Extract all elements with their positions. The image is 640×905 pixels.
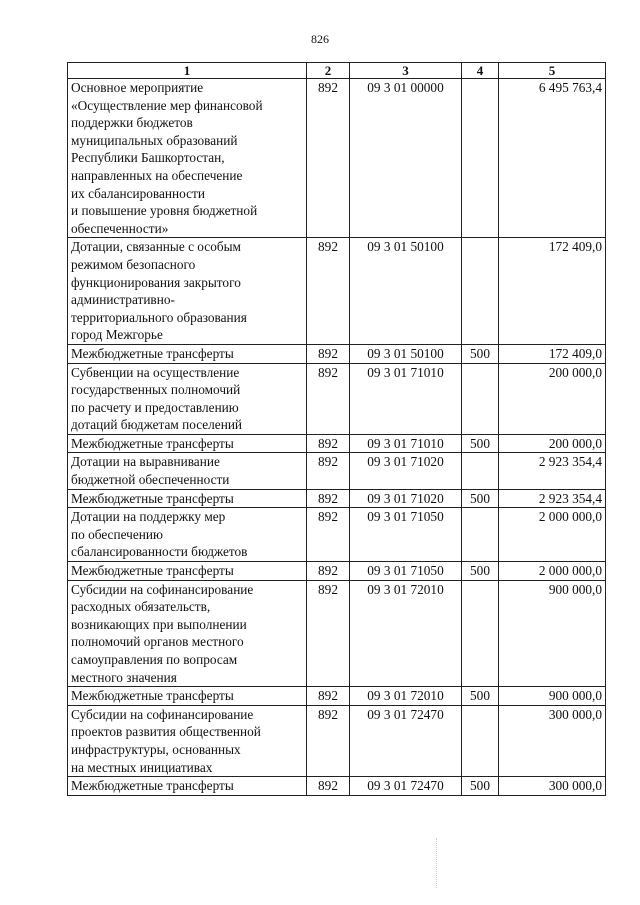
row-amount: 200 000,0 — [499, 434, 606, 453]
row-department-code: 892 — [307, 434, 350, 453]
row-name: Субсидии на софинансирование проектов развития общественной инфраструктуры, основанных на местных инициативах — [68, 705, 307, 776]
row-expense-type — [462, 580, 499, 687]
row-department-code: 892 — [307, 508, 350, 562]
row-department-code: 892 — [307, 562, 350, 581]
row-name: Дотации на поддержку мер по обеспечению сбалансированности бюджетов — [68, 508, 307, 562]
row-department-code: 892 — [307, 777, 350, 796]
table-row — [68, 453, 606, 489]
scan-artifact-dots — [436, 838, 439, 888]
row-department-code: 892 — [307, 580, 350, 687]
row-expense-type — [462, 238, 499, 345]
column-header-2: 2 — [307, 63, 350, 79]
row-amount: 2 000 000,0 — [499, 508, 606, 562]
row-name: Дотации, связанные с особым режимом безопасного функционирования закрытого административно- территориального образования город Межгорье — [68, 238, 307, 345]
row-target-article: 09 3 01 50100 — [350, 238, 462, 345]
table-row — [68, 508, 606, 562]
row-amount: 172 409,0 — [499, 238, 606, 345]
table-row — [68, 489, 606, 508]
row-department-code: 892 — [307, 453, 350, 489]
table-row — [68, 434, 606, 453]
row-name: Основное мероприятие «Осуществление мер финансовой поддержки бюджетов муниципальных образований Республики Башкортостан, направленных на обеспечение их сбалансированности и повышение уровня бюджетной обеспеченности» — [68, 79, 307, 238]
row-target-article: 09 3 01 71050 — [350, 508, 462, 562]
table-row — [68, 580, 606, 687]
row-target-article: 09 3 01 50100 — [350, 344, 462, 363]
row-department-code: 892 — [307, 687, 350, 706]
row-expense-type: 500 — [462, 562, 499, 581]
row-target-article: 09 3 01 72010 — [350, 580, 462, 687]
row-target-article: 09 3 01 71020 — [350, 453, 462, 489]
row-name: Межбюджетные трансферты — [68, 489, 307, 508]
row-target-article: 09 3 01 00000 — [350, 79, 462, 238]
table-row — [68, 705, 606, 776]
table-row — [68, 687, 606, 706]
row-department-code: 892 — [307, 363, 350, 434]
table-row — [68, 562, 606, 581]
row-expense-type — [462, 705, 499, 776]
row-department-code: 892 — [307, 705, 350, 776]
row-target-article: 09 3 01 71050 — [350, 562, 462, 581]
row-amount: 300 000,0 — [499, 777, 606, 796]
row-target-article: 09 3 01 71010 — [350, 363, 462, 434]
table-row — [68, 79, 606, 238]
row-expense-type — [462, 453, 499, 489]
row-amount: 900 000,0 — [499, 580, 606, 687]
row-expense-type — [462, 79, 499, 238]
column-header-1: 1 — [68, 63, 307, 79]
row-expense-type — [462, 508, 499, 562]
row-department-code: 892 — [307, 489, 350, 508]
row-name: Межбюджетные трансферты — [68, 434, 307, 453]
row-target-article: 09 3 01 71020 — [350, 489, 462, 508]
table-header-row — [68, 63, 606, 79]
row-amount: 300 000,0 — [499, 705, 606, 776]
row-name: Межбюджетные трансферты — [68, 562, 307, 581]
page-number: 826 — [311, 32, 329, 46]
row-expense-type: 500 — [462, 687, 499, 706]
row-expense-type: 500 — [462, 489, 499, 508]
row-amount: 6 495 763,4 — [499, 79, 606, 238]
row-amount: 2 923 354,4 — [499, 489, 606, 508]
row-amount: 200 000,0 — [499, 363, 606, 434]
table-row — [68, 363, 606, 434]
column-header-3: 3 — [350, 63, 462, 79]
row-name: Межбюджетные трансферты — [68, 344, 307, 363]
row-target-article: 09 3 01 72470 — [350, 777, 462, 796]
row-expense-type — [462, 363, 499, 434]
row-expense-type: 500 — [462, 434, 499, 453]
row-name: Межбюджетные трансферты — [68, 687, 307, 706]
row-department-code: 892 — [307, 344, 350, 363]
row-department-code: 892 — [307, 79, 350, 238]
row-name: Субсидии на софинансирование расходных обязательств, возникающих при выполнении полномочий органов местного самоуправления по вопросам местного значения — [68, 580, 307, 687]
column-header-5: 5 — [499, 63, 606, 79]
row-name: Субвенции на осуществление государственных полномочий по расчету и предоставлению дотаций бюджетам поселений — [68, 363, 307, 434]
row-target-article: 09 3 01 71010 — [350, 434, 462, 453]
row-target-article: 09 3 01 72010 — [350, 687, 462, 706]
row-amount: 2 923 354,4 — [499, 453, 606, 489]
column-header-4: 4 — [462, 63, 499, 79]
table-row — [68, 777, 606, 796]
row-expense-type: 500 — [462, 344, 499, 363]
row-name: Межбюджетные трансферты — [68, 777, 307, 796]
row-name: Дотации на выравнивание бюджетной обеспеченности — [68, 453, 307, 489]
table-row — [68, 238, 606, 345]
budget-table — [67, 62, 606, 796]
row-amount: 172 409,0 — [499, 344, 606, 363]
row-amount: 2 000 000,0 — [499, 562, 606, 581]
row-amount: 900 000,0 — [499, 687, 606, 706]
row-department-code: 892 — [307, 238, 350, 345]
row-target-article: 09 3 01 72470 — [350, 705, 462, 776]
row-expense-type: 500 — [462, 777, 499, 796]
table-row — [68, 344, 606, 363]
